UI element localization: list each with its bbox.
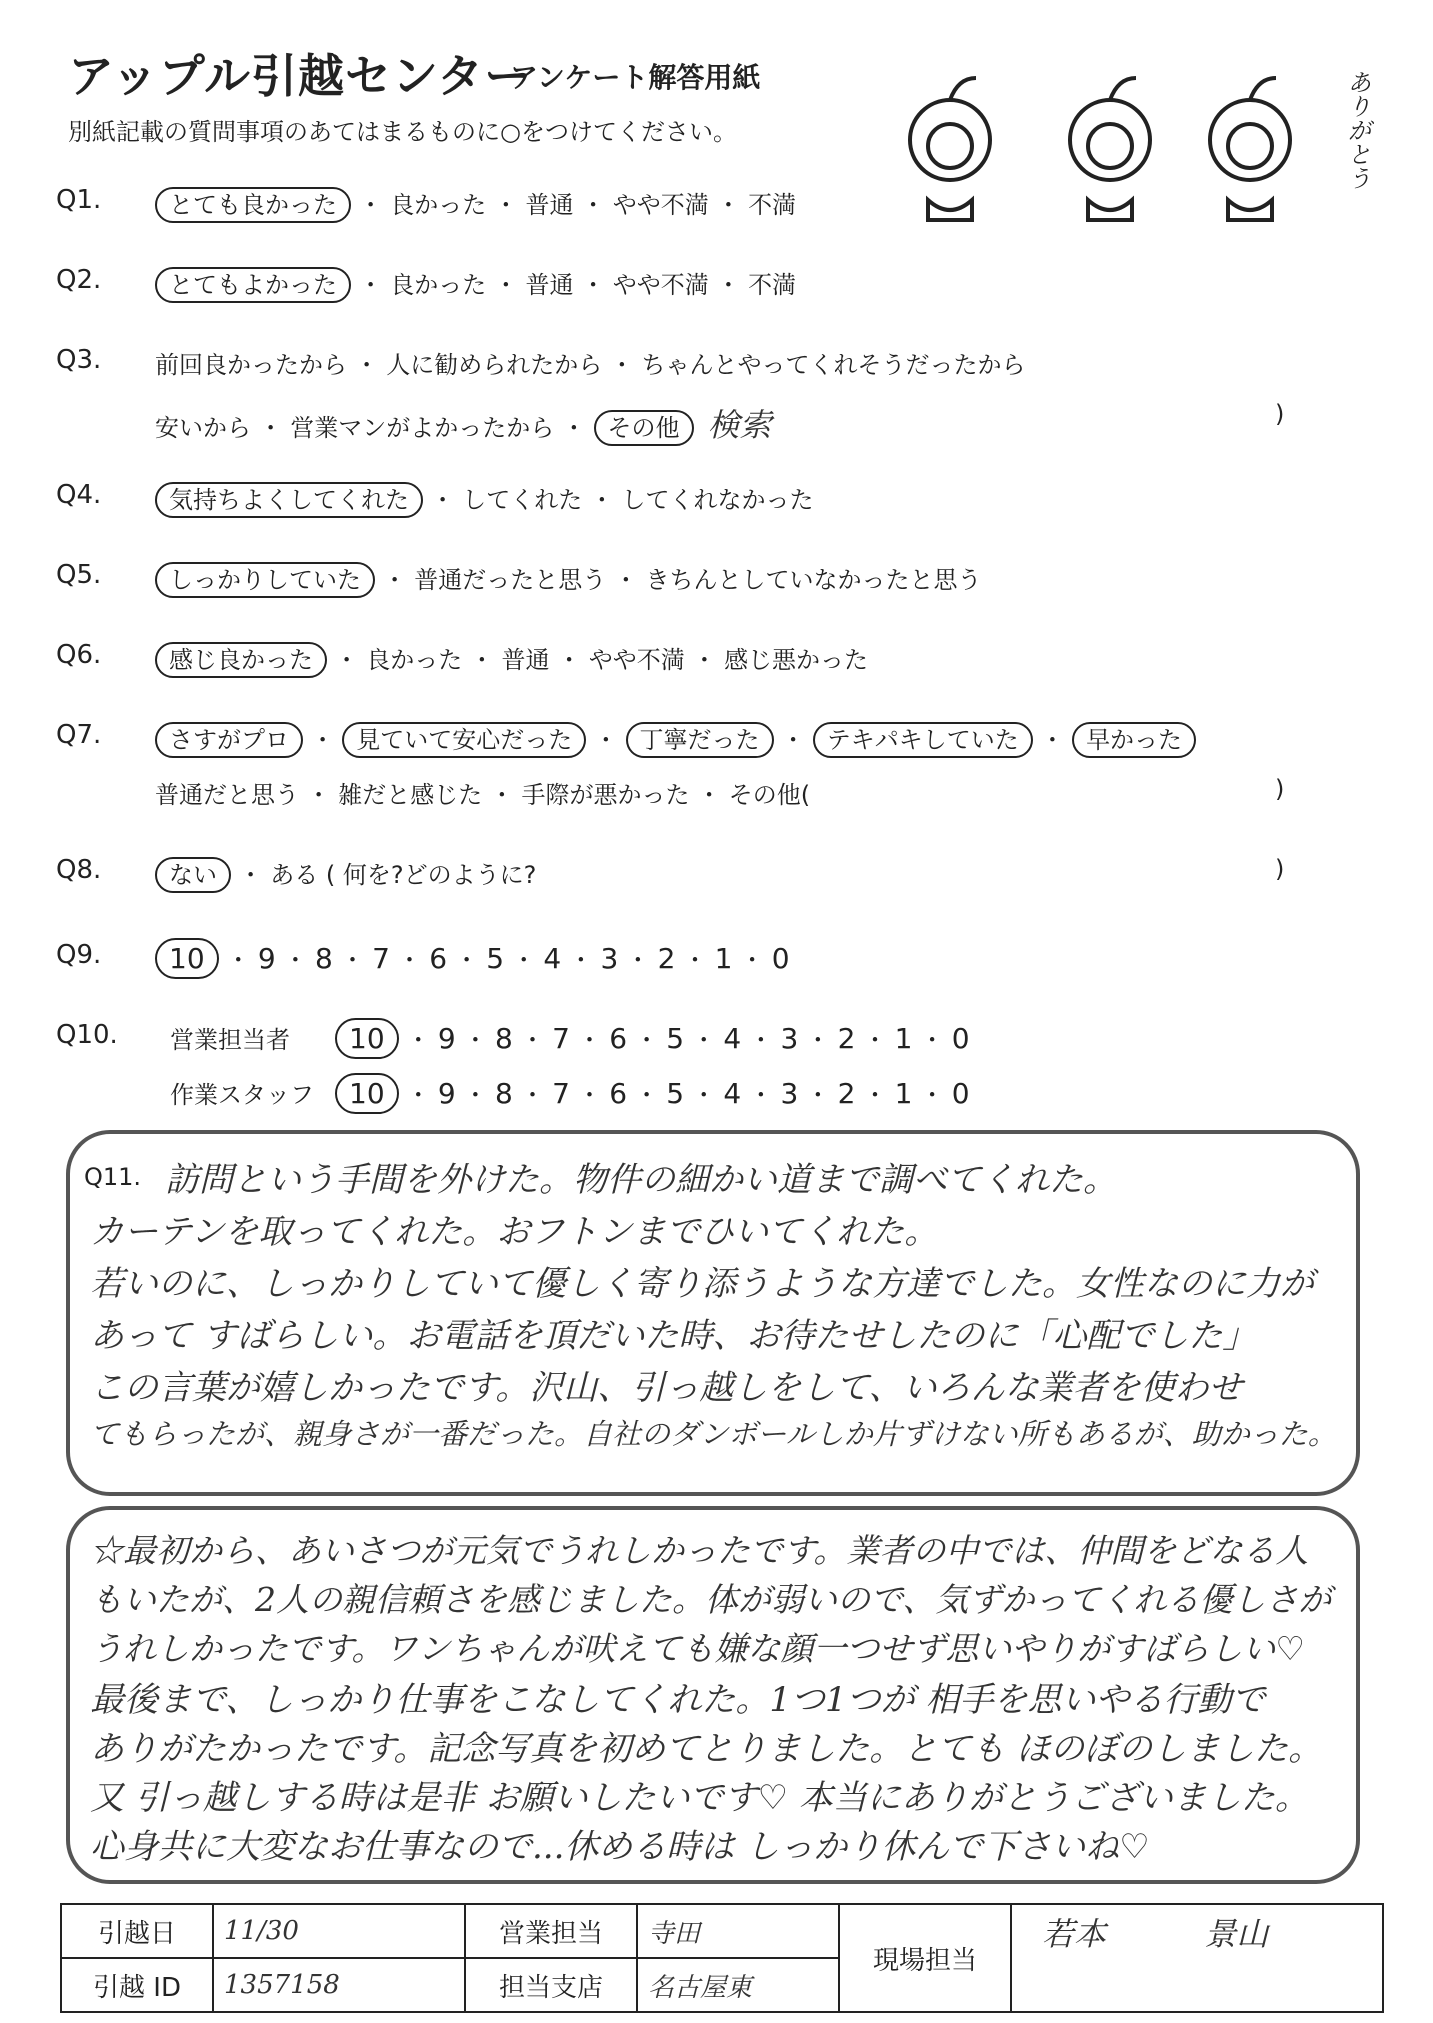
q11-line: カーテンを取ってくれた。おフトンまでひいてくれた。	[90, 1212, 939, 1252]
brand-title: アップル引越センター	[68, 49, 532, 103]
q7-label: Q7.	[56, 720, 102, 750]
q4-options-row	[155, 480, 814, 515]
branch-value: 名古屋東	[637, 1958, 839, 2012]
q7-option[interactable]: さすがプロ	[155, 722, 303, 758]
q10-sales-label: 営業担当者	[170, 1026, 290, 1054]
separator-dot: ・	[855, 1026, 895, 1054]
q10-staff-score[interactable]: 8	[495, 1077, 513, 1110]
q10-staff-score[interactable]: 9	[437, 1077, 456, 1110]
separator-dot: ・	[684, 1081, 724, 1109]
q9-score[interactable]: 5	[486, 942, 505, 975]
q7-close-paren: )	[1275, 775, 1285, 803]
q6-option[interactable]: やや不満	[588, 646, 685, 674]
q9-score[interactable]: 1	[714, 942, 733, 975]
q2-option[interactable]: 普通	[525, 271, 574, 299]
site-label: 現場担当	[839, 1904, 1011, 2012]
monkey-mascot-1	[910, 78, 990, 220]
move-date-label: 引越日	[61, 1904, 213, 1958]
q9-score[interactable]: 8	[315, 942, 333, 975]
q10-staff-score[interactable]: 0	[951, 1077, 970, 1110]
separator-dot: ・	[684, 646, 725, 674]
separator-dot: ・	[398, 1026, 438, 1054]
separator-dot: ・	[351, 271, 391, 299]
separator-dot: ・	[423, 486, 463, 514]
q3-other-note: 検索	[707, 406, 772, 444]
q10-staff-score[interactable]: 6	[609, 1077, 628, 1110]
separator-dot: ・	[512, 1081, 553, 1109]
q5-option[interactable]: 普通だったと思う	[414, 566, 607, 594]
q9-label: Q9.	[56, 940, 102, 970]
q3-option[interactable]: 前回良かったから	[155, 351, 347, 379]
q9-score[interactable]: 10	[155, 938, 219, 979]
move-id-label: 引越 ID	[61, 1958, 213, 2012]
q10-staff-score[interactable]: 5	[666, 1077, 685, 1110]
q7-option[interactable]: テキパキしていた	[813, 722, 1033, 758]
comment-line: 心身共に大変なお仕事なので...休める時は しっかり休んで下さいね♡	[90, 1827, 1150, 1867]
q9-score[interactable]: 0	[771, 942, 790, 975]
instruction-text: 別紙記載の質問事項のあてはまるものに○をつけてください。	[68, 118, 737, 146]
separator-dot: ・	[569, 1081, 610, 1109]
separator-dot: ・	[398, 1081, 438, 1109]
separator-dot: ・	[618, 946, 658, 974]
q10-sales-score[interactable]: 4	[723, 1022, 742, 1055]
q10-sales-score[interactable]: 3	[780, 1022, 799, 1055]
q10-sales-score[interactable]: 2	[837, 1022, 856, 1055]
q1-label: Q1.	[56, 185, 102, 215]
move-id-value: 1357158	[213, 1958, 465, 2012]
separator-dot: ・	[455, 1081, 495, 1109]
q6-option[interactable]: 感じ良かった	[155, 642, 327, 678]
q7-option[interactable]: 丁寧だった	[626, 722, 774, 758]
q8-options-row	[155, 855, 536, 890]
q7-option[interactable]: その他(	[728, 781, 811, 809]
separator-dot: ・	[573, 191, 613, 219]
separator-dot: ・	[912, 1026, 952, 1054]
q11-line: てもらったが、親身さが一番だった。自社のダンボールしか片ずけない所もあるが、助かった。	[90, 1417, 1337, 1451]
separator-dot: ・	[798, 1081, 838, 1109]
q9-score[interactable]: 3	[600, 942, 619, 975]
q11-label: Q11.	[84, 1163, 142, 1191]
separator-dot: ・	[447, 946, 487, 974]
q3-close-paren: )	[1275, 400, 1285, 428]
separator-dot: ・	[549, 646, 589, 674]
sales-label: 営業担当	[465, 1904, 637, 1958]
separator-dot: ・	[455, 1026, 495, 1054]
separator-dot: ・	[275, 946, 315, 974]
q7-option[interactable]: 早かった	[1072, 722, 1196, 758]
q9-score[interactable]: 7	[372, 942, 390, 975]
q4-option[interactable]: してくれなかった	[621, 486, 814, 514]
q7-option[interactable]: 見ていて安心だった	[342, 722, 586, 758]
q6-options-row	[155, 640, 868, 675]
q10-staff-score[interactable]: 1	[894, 1077, 913, 1110]
separator-dot: ・	[741, 1081, 781, 1109]
site-staff-1: 若本	[1042, 1915, 1107, 1953]
separator-dot: ・	[602, 351, 642, 379]
q8-option[interactable]: ない	[155, 857, 231, 893]
separator-dot: ・	[573, 271, 613, 299]
separator-dot: ・	[675, 946, 715, 974]
q1-option[interactable]: 良かった	[390, 191, 487, 219]
q3-option[interactable]: その他	[594, 410, 694, 446]
separator-dot: ・	[512, 1026, 553, 1054]
q4-label: Q4.	[56, 480, 102, 510]
separator-dot: ・	[303, 726, 343, 754]
q10-sales-score[interactable]: 0	[951, 1022, 970, 1055]
comment-line: 最後まで、しっかり仕事をこなしてくれた。1つ1つが 相手を思いやる行動で	[90, 1680, 1266, 1720]
separator-dot: ・	[504, 946, 544, 974]
separator-dot: ・	[855, 1081, 895, 1109]
q6-option[interactable]: 普通	[501, 646, 550, 674]
q11-line: あって すばらしい。お電話を頂だいた時、お待たせしたのに「心配でした」	[90, 1316, 1257, 1356]
q7-option[interactable]: 雑だと感じた	[338, 781, 483, 809]
q10-staff-score[interactable]: 3	[780, 1077, 799, 1110]
q3-option[interactable]: 人に勧められたから	[386, 351, 603, 379]
q4-option[interactable]: してくれた	[462, 486, 583, 514]
form-subtitle: アンケート解答用紙	[510, 61, 761, 94]
q6-option[interactable]: 良かった	[366, 646, 463, 674]
sales-value: 寺田	[637, 1904, 839, 1958]
separator-dot: ・	[569, 1026, 610, 1054]
q2-option[interactable]: 不満	[748, 271, 797, 299]
q3-option[interactable]: 安いから	[155, 414, 251, 442]
separator-dot: ・	[732, 946, 772, 974]
q6-label: Q6.	[56, 640, 102, 670]
q2-option[interactable]: とてもよかった	[155, 267, 351, 303]
q10-staff-score[interactable]: 10	[335, 1073, 399, 1114]
separator-dot: ・	[912, 1081, 952, 1109]
separator-dot: ・	[627, 1081, 667, 1109]
q8-close-paren: )	[1275, 855, 1285, 883]
q11-line: この言葉が嬉しかったです。沢山、引っ越しをして、いろんな業者を使わせ	[90, 1368, 1243, 1408]
separator-dot: ・	[586, 726, 626, 754]
separator-dot: ・	[798, 1026, 838, 1054]
separator-dot: ・	[741, 1026, 781, 1054]
q3-options-row	[155, 400, 772, 446]
q9-scale	[155, 940, 790, 975]
arigatou-text: ありがとう	[1343, 70, 1371, 190]
q9-score[interactable]: 2	[657, 942, 676, 975]
separator-dot: ・	[486, 271, 526, 299]
separator-dot: ・	[689, 781, 729, 809]
separator-dot: ・	[482, 781, 522, 809]
comment-line: ☆最初から、あいさつが元気でうれしかったです。業者の中では、仲間をどなる人	[90, 1531, 1309, 1570]
comment-line: 又 引っ越しする時は是非 お願いしたいです♡ 本当にありがとうございました。	[90, 1778, 1309, 1818]
separator-dot: ・	[389, 946, 430, 974]
q10-sales-score[interactable]: 10	[335, 1018, 399, 1059]
q3-option[interactable]: 営業マンがよかったから	[290, 414, 555, 442]
separator-dot: ・	[251, 414, 291, 442]
q7-options-row	[155, 775, 810, 810]
comment-line: うれしかったです。ワンちゃんが吠えても嫌な顔一つせず思いやりがすばらしい♡	[90, 1629, 1305, 1668]
q1-option[interactable]: 不満	[748, 191, 797, 219]
q9-score[interactable]: 6	[429, 942, 448, 975]
q10-staff-score[interactable]: 7	[552, 1077, 570, 1110]
separator-dot: ・	[327, 646, 367, 674]
q9-score[interactable]: 4	[543, 942, 562, 975]
q7-option[interactable]: 普通だと思う	[155, 781, 299, 809]
q10-sales-score[interactable]: 8	[495, 1022, 513, 1055]
monkey-mascot-illustration	[880, 60, 1360, 230]
q3-label: Q3.	[56, 345, 102, 375]
q1-option[interactable]: 普通	[525, 191, 574, 219]
comment-line: ありがたかったです。記念写真を初めてとりました。とても ほのぼのしました。	[90, 1729, 1323, 1769]
separator-dot: ・	[351, 191, 391, 219]
q7-option[interactable]: 手際が悪かった	[521, 781, 690, 809]
separator-dot: ・	[582, 486, 622, 514]
q5-option[interactable]: きちんとしていなかったと思う	[645, 566, 982, 594]
separator-dot: ・	[231, 861, 271, 889]
site-staff-2: 景山	[1204, 1915, 1269, 1953]
monkey-mascot-3	[1210, 78, 1290, 220]
separator-dot: ・	[561, 946, 601, 974]
separator-dot: ・	[332, 946, 373, 974]
q11-line: 訪問という手間を外けた。物件の細かい道まで調べてくれた。	[165, 1160, 1117, 1200]
q10-staff-scale	[335, 1075, 970, 1110]
q2-label: Q2.	[56, 265, 102, 295]
separator-dot: ・	[218, 946, 258, 974]
q8-label: Q8.	[56, 855, 102, 885]
footer-table	[60, 1903, 1384, 2013]
q10-label: Q10.	[56, 1020, 118, 1050]
branch-label: 担当支店	[465, 1958, 637, 2012]
comment-line: もいたが、2人の親信頼さを感じました。体が弱いので、気ずかってくれる優しさが	[90, 1580, 1332, 1619]
separator-dot: ・	[708, 191, 749, 219]
q10-sales-score[interactable]: 6	[609, 1022, 628, 1055]
q2-options-row	[155, 265, 796, 300]
separator-dot: ・	[486, 191, 526, 219]
q10-sales-score[interactable]: 9	[437, 1022, 456, 1055]
separator-dot: ・	[554, 414, 594, 442]
q6-option[interactable]: 感じ悪かった	[724, 646, 869, 674]
q8-option[interactable]: ある ( 何を?どのように?	[270, 861, 537, 889]
q2-option[interactable]: やや不満	[612, 271, 709, 299]
q10-staff-label: 作業スタッフ	[170, 1081, 314, 1109]
separator-dot: ・	[347, 351, 387, 379]
q9-score[interactable]: 9	[257, 942, 276, 975]
q10-sales-score[interactable]: 1	[894, 1022, 913, 1055]
q5-label: Q5.	[56, 560, 102, 590]
q7-options-row	[155, 720, 1196, 755]
separator-dot: ・	[627, 1026, 667, 1054]
q10-sales-scale	[335, 1020, 970, 1055]
separator-dot: ・	[1032, 726, 1073, 754]
separator-dot: ・	[773, 726, 813, 754]
q10-sales-score[interactable]: 7	[552, 1022, 570, 1055]
site-staff-cell	[1011, 1904, 1383, 2012]
q10-sales-score[interactable]: 5	[666, 1022, 685, 1055]
q10-staff-score[interactable]: 2	[837, 1077, 856, 1110]
separator-dot: ・	[606, 566, 646, 594]
separator-dot: ・	[375, 566, 415, 594]
q3-options-row	[155, 345, 1026, 380]
q1-options-row	[155, 185, 796, 220]
separator-dot: ・	[708, 271, 749, 299]
separator-dot: ・	[684, 1026, 724, 1054]
q11-line: 若いのに、しっかりしていて優しく寄り添うような方達でした。女性なのに力が	[90, 1264, 1314, 1304]
separator-dot: ・	[462, 646, 502, 674]
q2-option[interactable]: 良かった	[390, 271, 487, 299]
move-date-value: 11/30	[213, 1904, 465, 1958]
separator-dot: ・	[299, 781, 339, 809]
q10-staff-score[interactable]: 4	[723, 1077, 742, 1110]
q1-option[interactable]: やや不満	[612, 191, 709, 219]
q4-option[interactable]: 気持ちよくしてくれた	[155, 482, 423, 518]
q5-option[interactable]: しっかりしていた	[155, 562, 375, 598]
q3-option[interactable]: ちゃんとやってくれそうだったから	[641, 351, 1026, 379]
monkey-mascot-2	[1070, 78, 1150, 220]
q1-option[interactable]: とても良かった	[155, 187, 351, 223]
q5-options-row	[155, 560, 982, 595]
